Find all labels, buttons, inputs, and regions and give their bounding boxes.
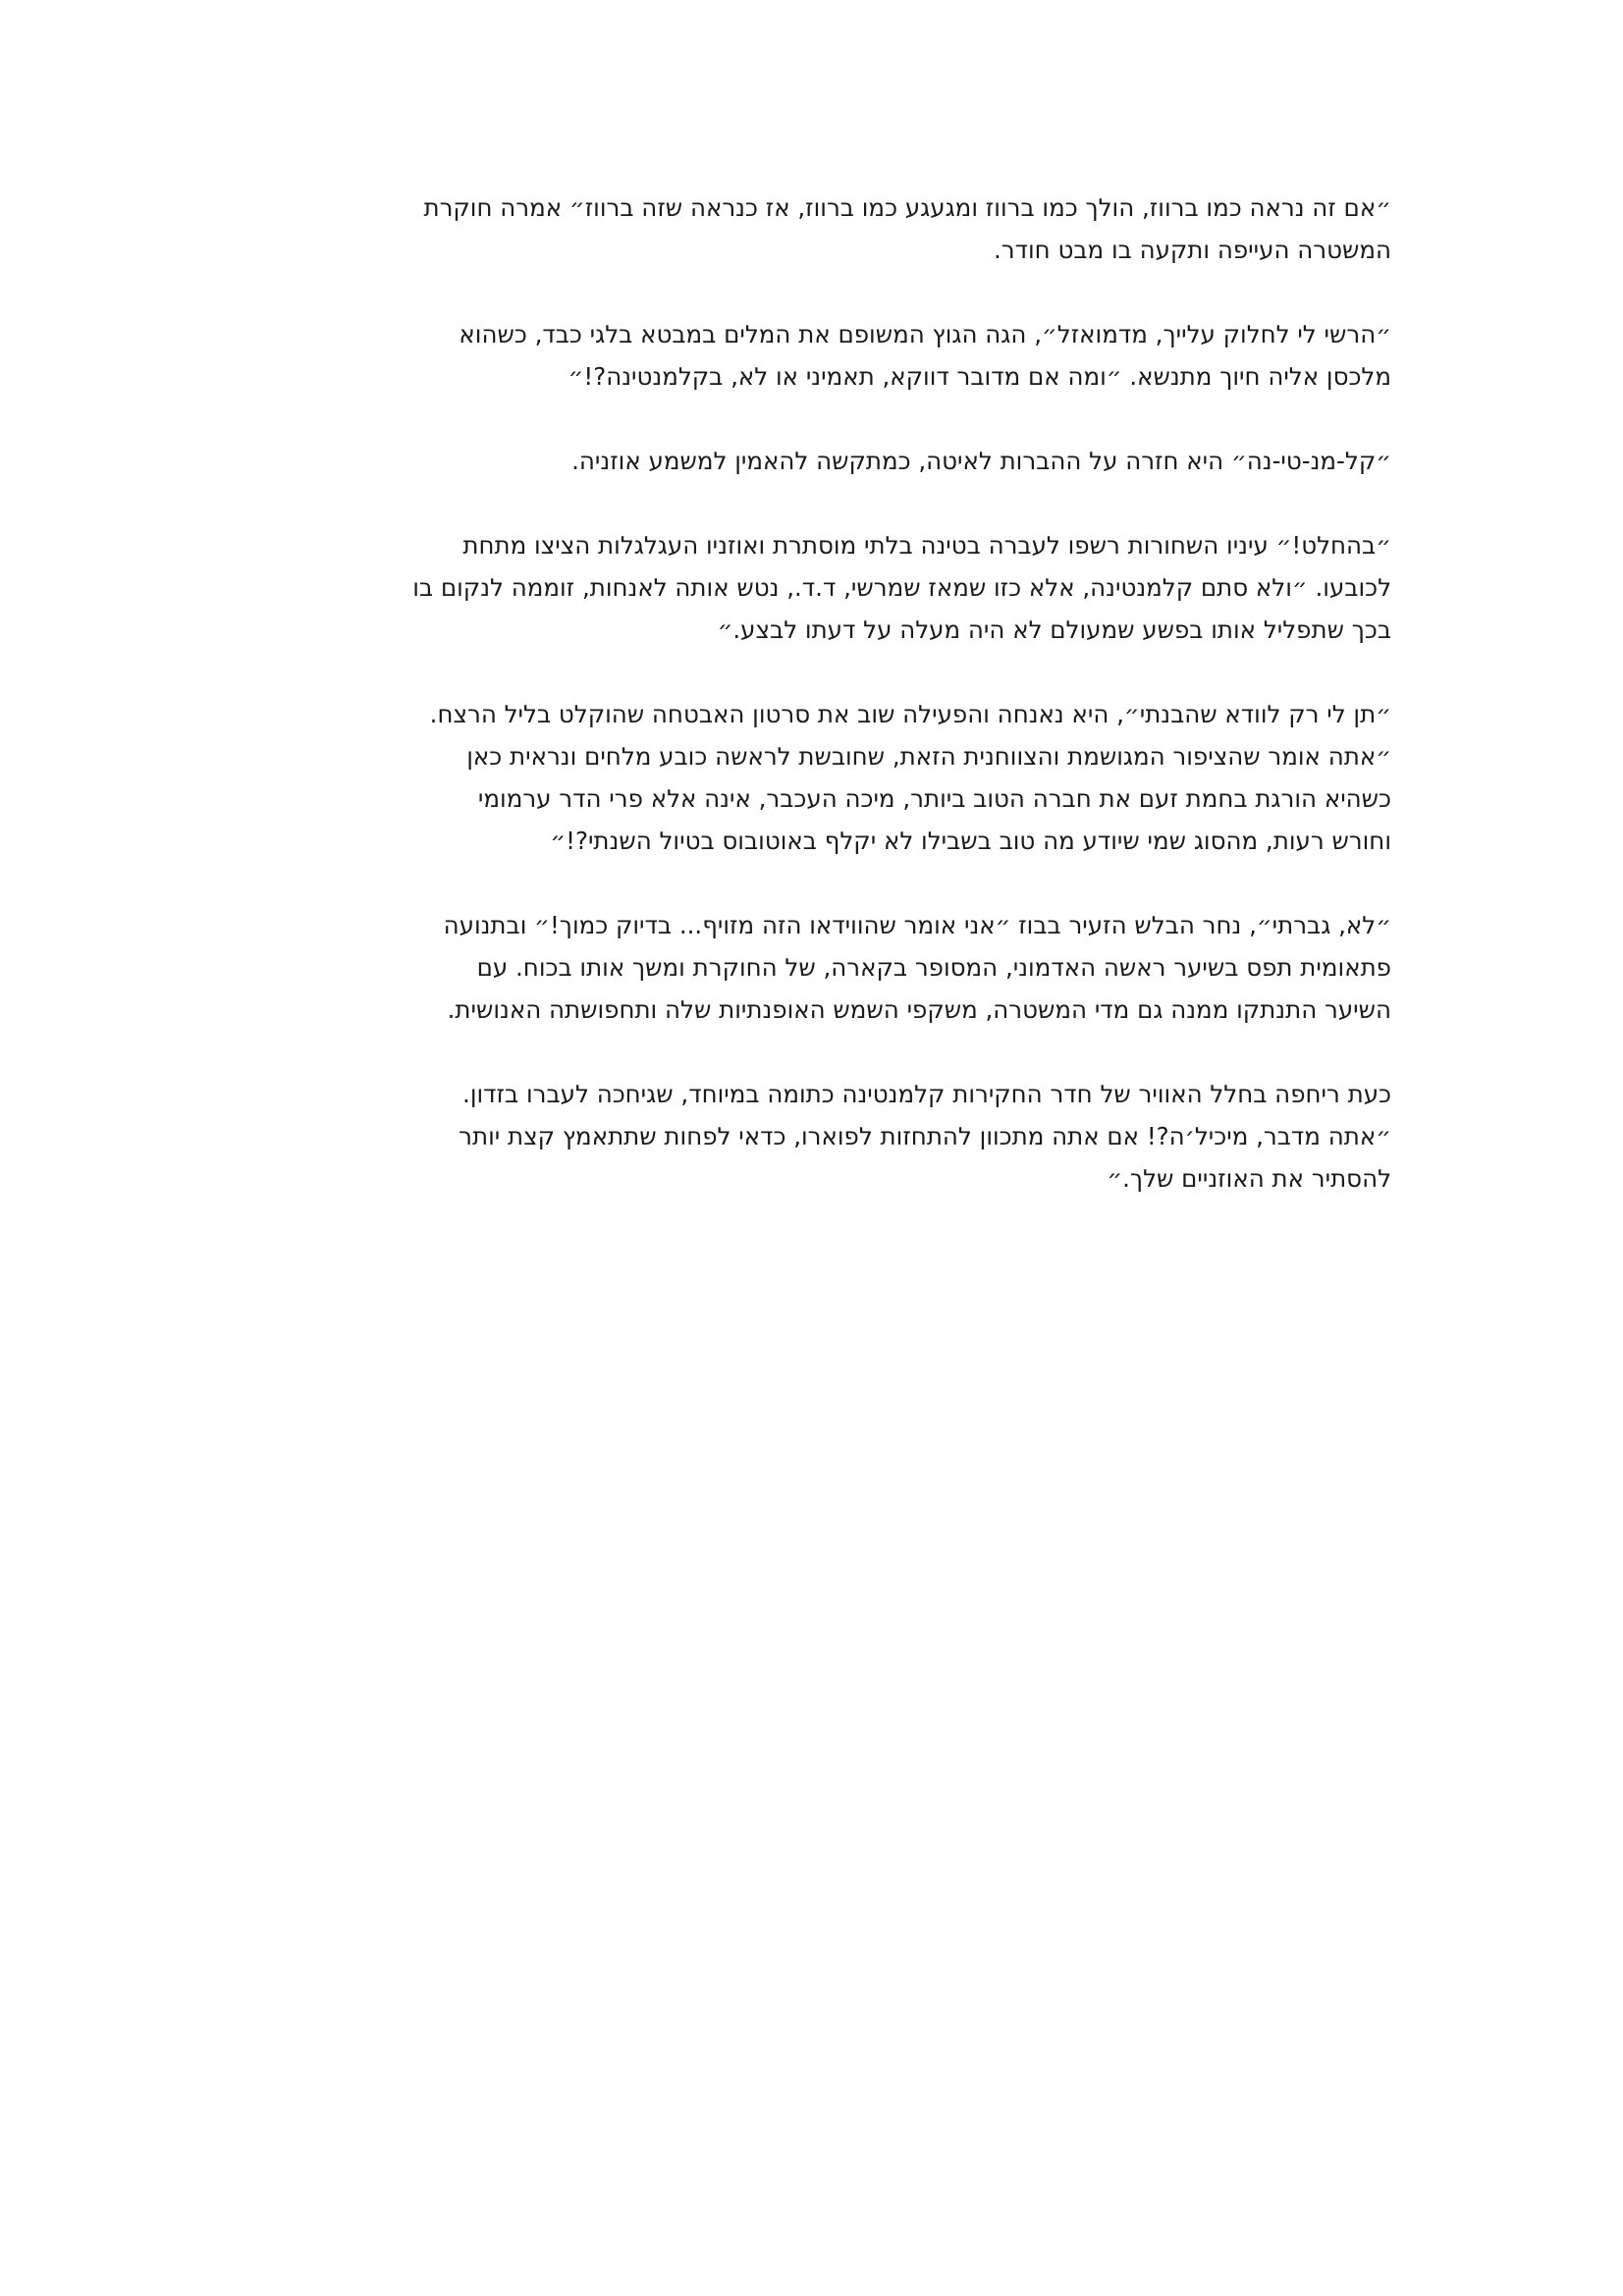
paragraph-2 — [247, 313, 1391, 398]
paragraph-line: השיער התנתקו ממנה גם מדי המשטרה, משקפי השמש האופנתיות שלה ותחפושתה האנושית. — [447, 995, 1391, 1024]
paragraph-line: ״אתה מדבר, מיכיל׳ה?! אם אתה מתכוון להתחזות לפוארו, כדאי לפחות שתתאמץ קצת יותר — [459, 1122, 1391, 1150]
paragraph-line: כעת ריחפה בחלל האוויר של חדר החקירות קלמנטינה כתומה במיוחד, שגיחכה לעברו בזדון. — [462, 1080, 1391, 1108]
paragraph-7 — [247, 1073, 1391, 1200]
paragraph-line: ״קל-מנ-טי-נה״ היא חזרה על ההברות לאיטה, כמתקשה להאמין למשמע אוזניה. — [571, 447, 1391, 475]
story-text — [247, 187, 1391, 1242]
paragraph-line: לכובעו. ״ולא סתם קלמנטינה, אלא כזו שמאז שמרשי, ד.ד., נטש אותה לאנחות, זוממה לנקום בו — [412, 573, 1391, 602]
paragraph-line: וחורש רעות, מהסוג שמי שיודע מה טוב בשבילו לא יקלף באוטובוס בטיול השנתי?!״ — [550, 827, 1391, 855]
paragraph-1 — [247, 187, 1391, 271]
paragraph-line: ״הרשי לי לחלוק עלייך, מדמואזל״, הגה הגוץ המשופם את המלים במבטא בלגי כבד, כשהוא — [459, 320, 1391, 348]
paragraph-4 — [247, 524, 1391, 651]
paragraph-line: כשהיא הורגת בחמת זעם את חברה הטוב ביותר, מיכה העכבר, אינה אלא פרי הדר ערמומי — [477, 784, 1391, 813]
paragraph-line: מלכסן אליה חיוך מתנשא. ״ומה אם מדובר דווקא, תאמיני או לא, בקלמנטינה?!״ — [568, 362, 1391, 391]
paragraph-3 — [247, 440, 1391, 482]
paragraph-line: בכך שתפליל אותו בפשע שמעולם לא היה מעלה על דעתו לבצע.״ — [717, 615, 1391, 644]
paragraph-5 — [247, 693, 1391, 862]
paragraph-line: ״אם זה נראה כמו ברווז, הולך כמו ברווז ומגעגע כמו ברווז, אז כנראה שזה ברווז״ אמרה חוקרת — [423, 193, 1391, 222]
paragraph-line: ״בהחלט!״ עיניו השחורות רשפו לעברה בטינה בלתי מוסתרת ואוזניו העגלגלות הציצו מתחת — [462, 531, 1391, 560]
paragraph-line: פתאומית תפס בשיער ראשה האדמוני, המסופר בקארה, של החוקרת ומשך אותו בכוח. עם — [476, 953, 1391, 982]
paragraph-line: המשטרה העייפה ותקעה בו מבט חודר. — [994, 236, 1391, 264]
paragraph-line: ״לא, גברתי״, נחר הבלש הזעיר בבוז ״אני אומר שהווידאו הזה מזויף... בדיוק כמוך!״ ובתנועה — [443, 911, 1391, 939]
paragraph-line: ״אתה אומר שהציפור המגושמת והצווחנית הזאת, שחובשת לראשה כובע מלחים ונראית כאן — [466, 742, 1391, 771]
paragraph-6 — [247, 904, 1391, 1031]
paragraph-line: להסתיר את האוזניים שלך.״ — [1107, 1164, 1391, 1193]
paragraph-line: ״תן לי רק לוודא שהבנתי״, היא נאנחה והפעילה שוב את סרטון האבטחה שהוקלט בליל הרצח. — [429, 700, 1391, 728]
